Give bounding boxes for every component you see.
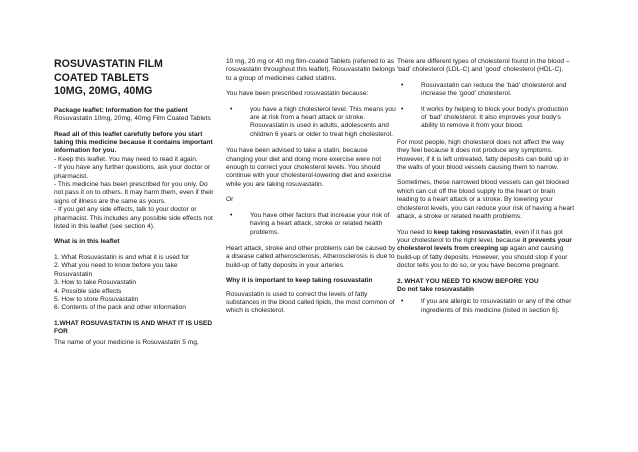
section-1-heading: 1.WHAT ROSUVASTATIN IS AND WHAT IT IS USED FOR xyxy=(54,319,213,336)
column-1 xyxy=(54,58,214,347)
do-not-take-list xyxy=(397,298,575,315)
section-1-text: The name of your medicine is Rosuvastatin 5 mg, xyxy=(54,338,199,346)
column-3 xyxy=(397,58,575,323)
read-text: - Keep this leaflet. You may need to read it again. - If you have any further questions, ask your doctor or pharmacist. - This medicine has been prescribed for you only. Do not pass it on to others. It may harm them, even if their signs of illness are the same as yours. - If you get any side effects, talk to your doctor or pharmacist. This includes any possible side effects not listed in this leaflet (see section 4). xyxy=(54,155,214,231)
package-text: Rosuvastatin 10mg, 20mg, 40mg Film Coated Tablets xyxy=(54,115,211,123)
advised-text: You have been advised to take a statin, because changing your diet and doing more exercise were not enough to correct your cholesterol levels. You should continue with your cholesterol-lowering diet and exercise while you are taking rosuvastatin. xyxy=(226,147,392,188)
keep-taking-text xyxy=(397,229,575,271)
intro-text: 10 mg, 20 mg or 40 mg film-coated Tablets (referred to as rosuvastatin throughout this leaflet). Rosuvastatin belongs to a group of medicines called statins. xyxy=(226,58,396,82)
list-item: • you have a high cholesterol level. This means you are at risk from a heart attack or stroke. Rosuvastatin is used in adults, adolescents and children 6 years or older to treat high cholesterol. xyxy=(226,106,396,140)
reason-list xyxy=(226,106,396,140)
why-text: Rosuvastatin is used to correct the levels of fatty substances in the blood called lipids, the most common of which is cholesterol. xyxy=(226,290,395,315)
contents-list: 1. What Rosuvastatin is and what it is used for 2. What you need to know before you take Rosuvastatin 3. How to take Rosuvastatin 4. Possible side effects 5. How to store Rosuvastatin 6. Contents of the pack and other information xyxy=(54,253,190,312)
document-title: ROSUVASTATIN FILM COATED TABLETS 10MG, 20MG, 40MG xyxy=(54,58,163,98)
keep-taking-post: again and causing build-up of fatty deposits. However, you should stop if your doctor tells you to do so, or you have become pregnant. xyxy=(397,245,568,270)
prevents-bold: it prevents your cholesterol levels from creeping up xyxy=(397,236,572,253)
read-heading: Read all of this leaflet carefully before you start taking this medicine because it contains important information for you. xyxy=(54,130,213,155)
effect-list xyxy=(397,82,575,131)
list-item: • You have other factors that increase your risk of having a heart attack, stroke or related health problems. xyxy=(226,212,396,237)
or-text: Or xyxy=(226,196,234,204)
section-2-heading: 2. WHAT YOU NEED TO KNOW BEFORE YOU xyxy=(397,277,539,285)
keep-taking-pre: You need to xyxy=(397,228,434,236)
list-item: • Rosuvastatin can reduce the 'bad' cholesterol and increase the 'good' cholesterol. xyxy=(397,82,575,99)
sometimes-text: Sometimes, these narrowed blood vessels can get blocked which can cut off the blood supply to the heart or brain leading to a heart attack or a stroke. By lowering your cholesterol levels, you can reduce your risk of having a heart attack, a stroke or related health problems. xyxy=(397,179,575,221)
keep-taking-mid: , even if it has got your cholesterol to the right level, because xyxy=(397,228,563,244)
cholesterol-types-text: There are different types of cholesterol found in the blood – 'bad' cholesterol (LDL-C) and 'good' cholesterol (HDL-C). xyxy=(397,58,570,74)
why-heading: Why it is important to keep taking rosuvastatin xyxy=(226,277,373,285)
package-heading: Package leaflet: Information for the patient xyxy=(54,106,188,114)
section-2-subheading: Do not take rosuvastatin xyxy=(397,285,474,293)
most-people-text: For most people, high cholesterol does not affect the way they feel because it does not produce any symptoms. However, if it is left untreated, fatty deposits can build up in the walls of your blood vessels causing them to narrow. xyxy=(397,138,569,172)
list-item: • If you are allergic to rosuvastatin or any of the other ingredients of this medicine (listed in section 6). xyxy=(397,298,575,315)
column-2 xyxy=(226,58,396,323)
prescribed-text: You have been prescribed rosuvastatin because: xyxy=(226,90,369,98)
list-item: • It works by helping to block your body's production of 'bad' cholesterol. It also improves your body's ability to remove it from your blood. xyxy=(397,106,575,131)
keep-taking-bold: keep taking rosuvastatin xyxy=(433,228,512,236)
contents-heading: What is in this leaflet xyxy=(54,238,120,246)
heart-text: Heart attack, stroke and other problems can be caused by a disease called atherosclerosis. Atherosclerosis is due to build-up of fatty deposits in your arteries. xyxy=(226,244,396,269)
risk-list xyxy=(226,212,396,237)
